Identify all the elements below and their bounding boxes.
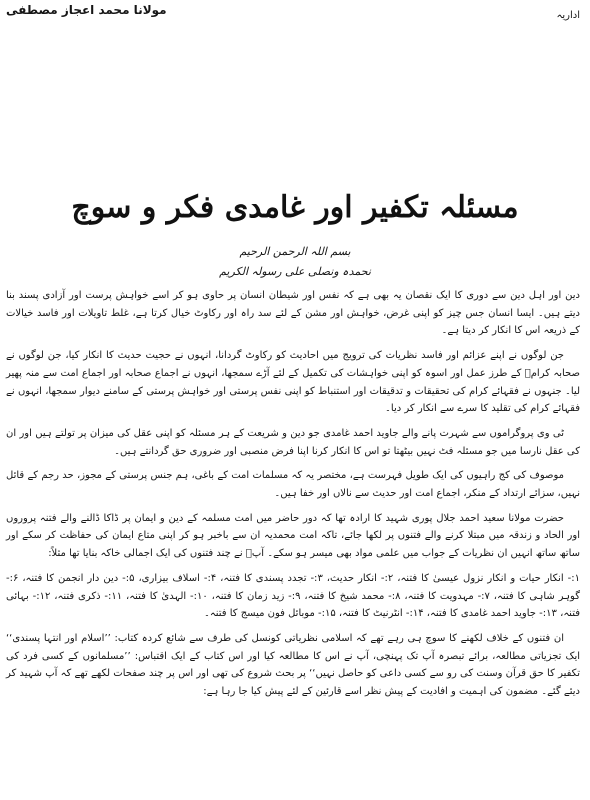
paragraph: جن لوگوں نے اپنے عزائم اور فاسد نظریات کی ترویج میں احادیث کو رکاوٹ گردانا، انہوں نے حجیت حدیث کا انکار کیا، جن لوگوں نے صحابہ کرامؓ کے طرز عمل اور اسوہ کو اپنی خواہشات کی تکمیل کے لئے آڑے سمجھا، انہوں نے اجماع صحابہ اور اجماع امت سے منہ پھیر لیا۔ جنہوں نے فقہائے کرام کی تحقیقات و تدقیقات اور استنباط کو اپنی نفس پرستی اور خواہش پرستی کے سامنے دیوار سمجھا، انہوں نے فقہائے کرام کی تقلید کا سرے سے انکار کر دیا۔ [6, 350, 580, 415]
fitna-list: ۱:- انکار حیات و انکار نزول عیسیٰ کا فتنہ، ۲:- انکار حدیث، ۳:- تجدد پسندی کا فتنہ، ۴:- اسلاف بیزاری، ۵:- دین دار انجمن کا فتنہ، ۶:- گوہر شاہی کا فتنہ، ۷:- مہدویت کا فتنہ، ۸:- محمد شیخ کا فتنہ، ۹:- زید زمان کا فتنہ، ۱۰:- الہدیٰ کا فتنہ، ۱۱:- ذکری فتنہ، ۱۲:- بہائی فتنہ، ۱۳:- جاوید احمد غامدی کا فتنہ، ۱۴:- انٹرنیٹ کا فتنہ، ۱۵:- موبائل فون میسج کا فتنہ۔ [6, 572, 581, 620]
paragraph: حضرت مولانا سعید احمد جلال پوری شہید کا ارادہ تھا کہ دور حاضر میں امت مسلمہ کے دین و ایمان پر ڈاکا ڈالنے والے فتنہ پروروں اور الحاد و زندقہ میں مبتلا کرنے والے فتنوں پر لکھا جائے، تاکہ امت محمدیہ ان سے باخبر ہو کر اپنی متاع ایمان کی حفاظت کر سکے اور ساتھ ساتھ انہیں ان نظریات کے جواب میں علمی مواد بھی میسر ہو سکے۔ آپؒ نے چند فتنوں کی ایک اجمالی خاکہ بنایا تھا مثلاً: [6, 512, 580, 560]
salutation: نحمدہ ونصلی علی رسولہ الکریم [219, 265, 371, 278]
author-name: مولانا محمد اعجاز مصطفی [6, 3, 167, 17]
paragraph: موصوف کی کج راہیوں کی ایک طویل فہرست ہے، مختصر یہ کہ مسلمات امت کے باغی، ہم جنس پرستی کے مجوز، حد رجم کے قائل نہیں، سزائے ارتداد کے منکر، اجماع امت اور حدیث سے نالاں اور خفا ہیں۔ [6, 470, 580, 500]
paragraph: ٹی وی پروگراموں سے شہرت پانے والے جاوید احمد غامدی جو دین و شریعت کے ہر مسئلہ کو اپنی عقل کی میزان پر تولتے ہیں اور ان کی عقل نارسا میں جو مسئلہ فٹ نہیں بیٹھتا تو اس کا انکار کرنا اپنا فرض منصبی اور ضروری حق گردانتے ہیں۔ [6, 427, 580, 457]
paragraph: ان فتنوں کے خلاف لکھنے کا سوچ ہی رہے تھے کہ اسلامی نظریاتی کونسل کی طرف سے شائع کردہ کتاب: ’’اسلام اور انتہا پسندی‘‘ ایک تجزیاتی مطالعہ، برائے تبصرہ آپ تک پہنچی، آپ نے اس کا مطالعہ کیا اور اس کتاب کے ایک اقتباس: ’’مسلمانوں کے کسی فرد کی تکفیر کا حق قرآن وسنت کی رو سے کسی داعی کو حاصل نہیں‘‘ پر بحث شروع کی تھی اور اس پر چند صفحات لکھے تھے کہ آپ شہید کر دیئے گئے۔ مضمون کی اہمیت و افادیت کے پیش نظر اسے قارئین کے لئے پیش کیا جا رہا ہے: [6, 632, 580, 698]
article-body [6, 287, 580, 708]
paragraph: دین اور اہل دین سے دوری کا ایک نقصان یہ بھی ہے کہ نفس اور شیطان انسان پر حاوی ہو کر اسے خواہش پرست اور آزادی پسند بنا دیتے ہیں۔ ایسا انسان جس چیز کو اپنی غرض، خواہش اور مشن کے لئے سد راہ اور رکاوٹ خیال کرتا ہے، غلط تاویلات اور فاسد خیالات کے ذریعہ اس کا انکار کر دیتا ہے۔ [6, 290, 580, 337]
section-label: اداریہ [556, 10, 580, 21]
article-title: مسئلہ تکفیر اور غامدی فکر و سوچ [71, 190, 519, 225]
basmala: بسم اللہ الرحمن الرحیم [239, 245, 351, 258]
